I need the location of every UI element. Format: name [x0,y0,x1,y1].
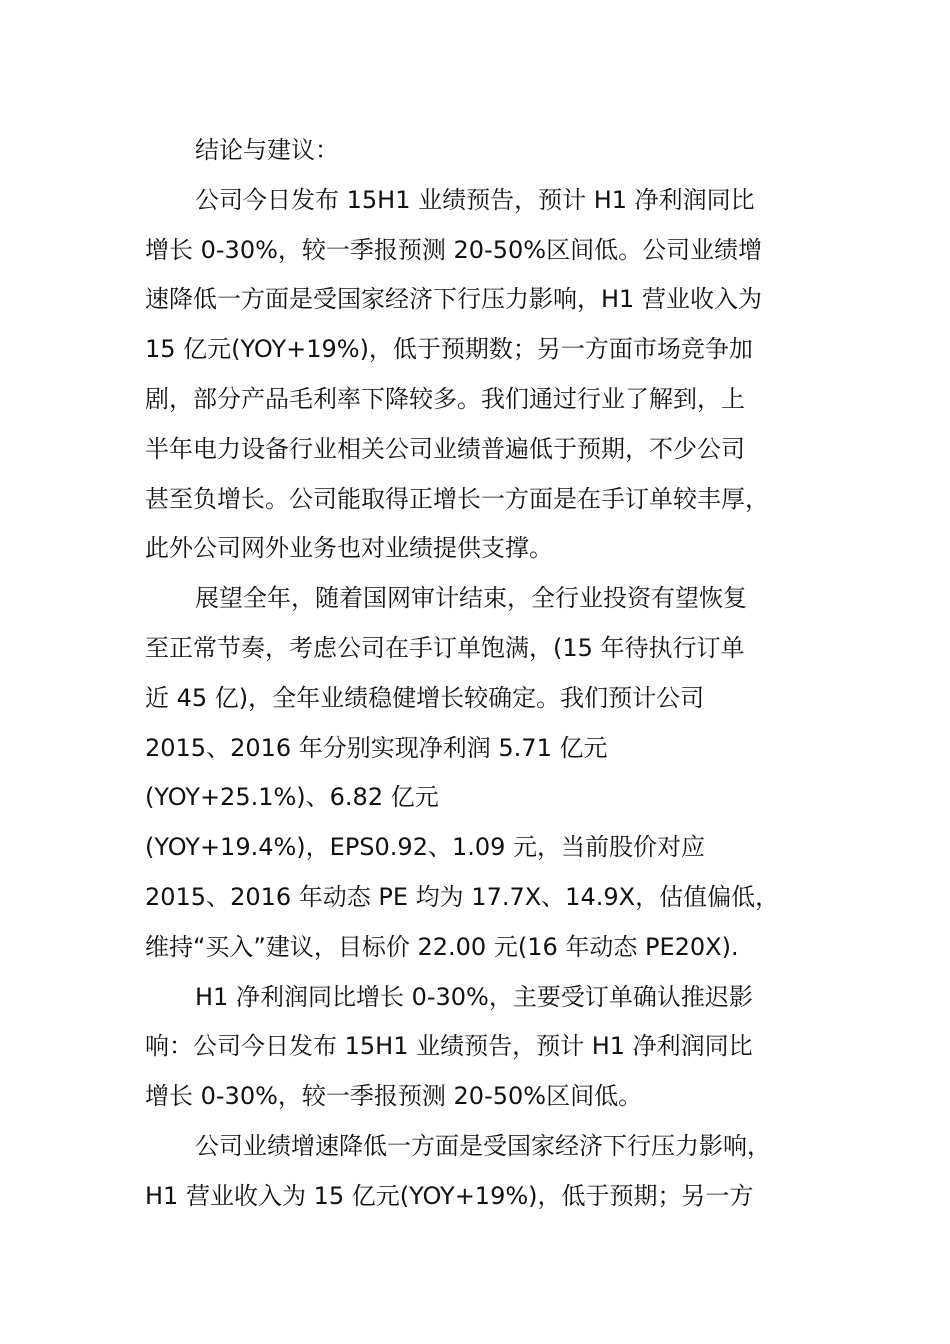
text-line: 公司业绩增速降低一方面是受国家经济下行压力影响， [195,1131,771,1160]
text-line: (YOY+19.4%)，EPS0.92、1.09 元，当前股价对应 [145,833,706,862]
text-line: 此外公司网外业务也对业绩提供支撑。 [145,534,553,563]
text-line: 增长 0-30%，较一季报预测 20-50%区间低。 [145,1082,643,1111]
text-line: 响：公司今日发布 15H1 业绩预告，预计 H1 净利润同比 [145,1032,753,1061]
text-line: 公司今日发布 15H1 业绩预告，预计 H1 净利润同比 [195,185,755,214]
text-line: 增长 0-30%，较一季报预测 20-50%区间低。公司业绩增 [145,235,763,264]
text-line: 半年电力设备行业相关公司业绩普遍低于预期，不少公司 [145,434,745,463]
text-line: 至正常节奏，考虑公司在手订单饱满，(15 年待执行订单 [145,633,745,662]
text-line: (YOY+25.1%)、6.82 亿元 [145,783,439,812]
text-line: H1 净利润同比增长 0-30%，主要受订单确认推迟影 [195,982,753,1011]
document-body [145,126,810,1222]
text-line: H1 营业收入为 15 亿元(YOY+19%)，低于预期；另一方 [145,1181,754,1210]
text-line: 2015、2016 年动态 PE 均为 17.7X、14.9X，估值偏低， [145,882,780,911]
text-line: 近 45 亿)，全年业绩稳健增长较确定。我们预计公司 [145,683,705,712]
paragraph-heading: 结论与建议： [195,136,339,164]
text-line: 2015、2016 年分别实现净利润 5.71 亿元 [145,733,608,762]
text-line: 展望全年，随着国网审计结束，全行业投资有望恢复 [195,584,747,613]
text-line: 速降低一方面是受国家经济下行压力影响，H1 营业收入为 [145,285,762,314]
text-line: 15 亿元(YOY+19%)，低于预期数；另一方面市场竞争加 [145,335,753,364]
text-line: 甚至负增长。公司能取得正增长一方面是在手订单较丰厚， [145,484,769,513]
text-line: 维持“买入”建议，目标价 22.00 元(16 年动态 PE20X). [145,932,739,961]
text-line: 剧，部分产品毛利率下降较多。我们通过行业了解到，上 [145,384,745,413]
